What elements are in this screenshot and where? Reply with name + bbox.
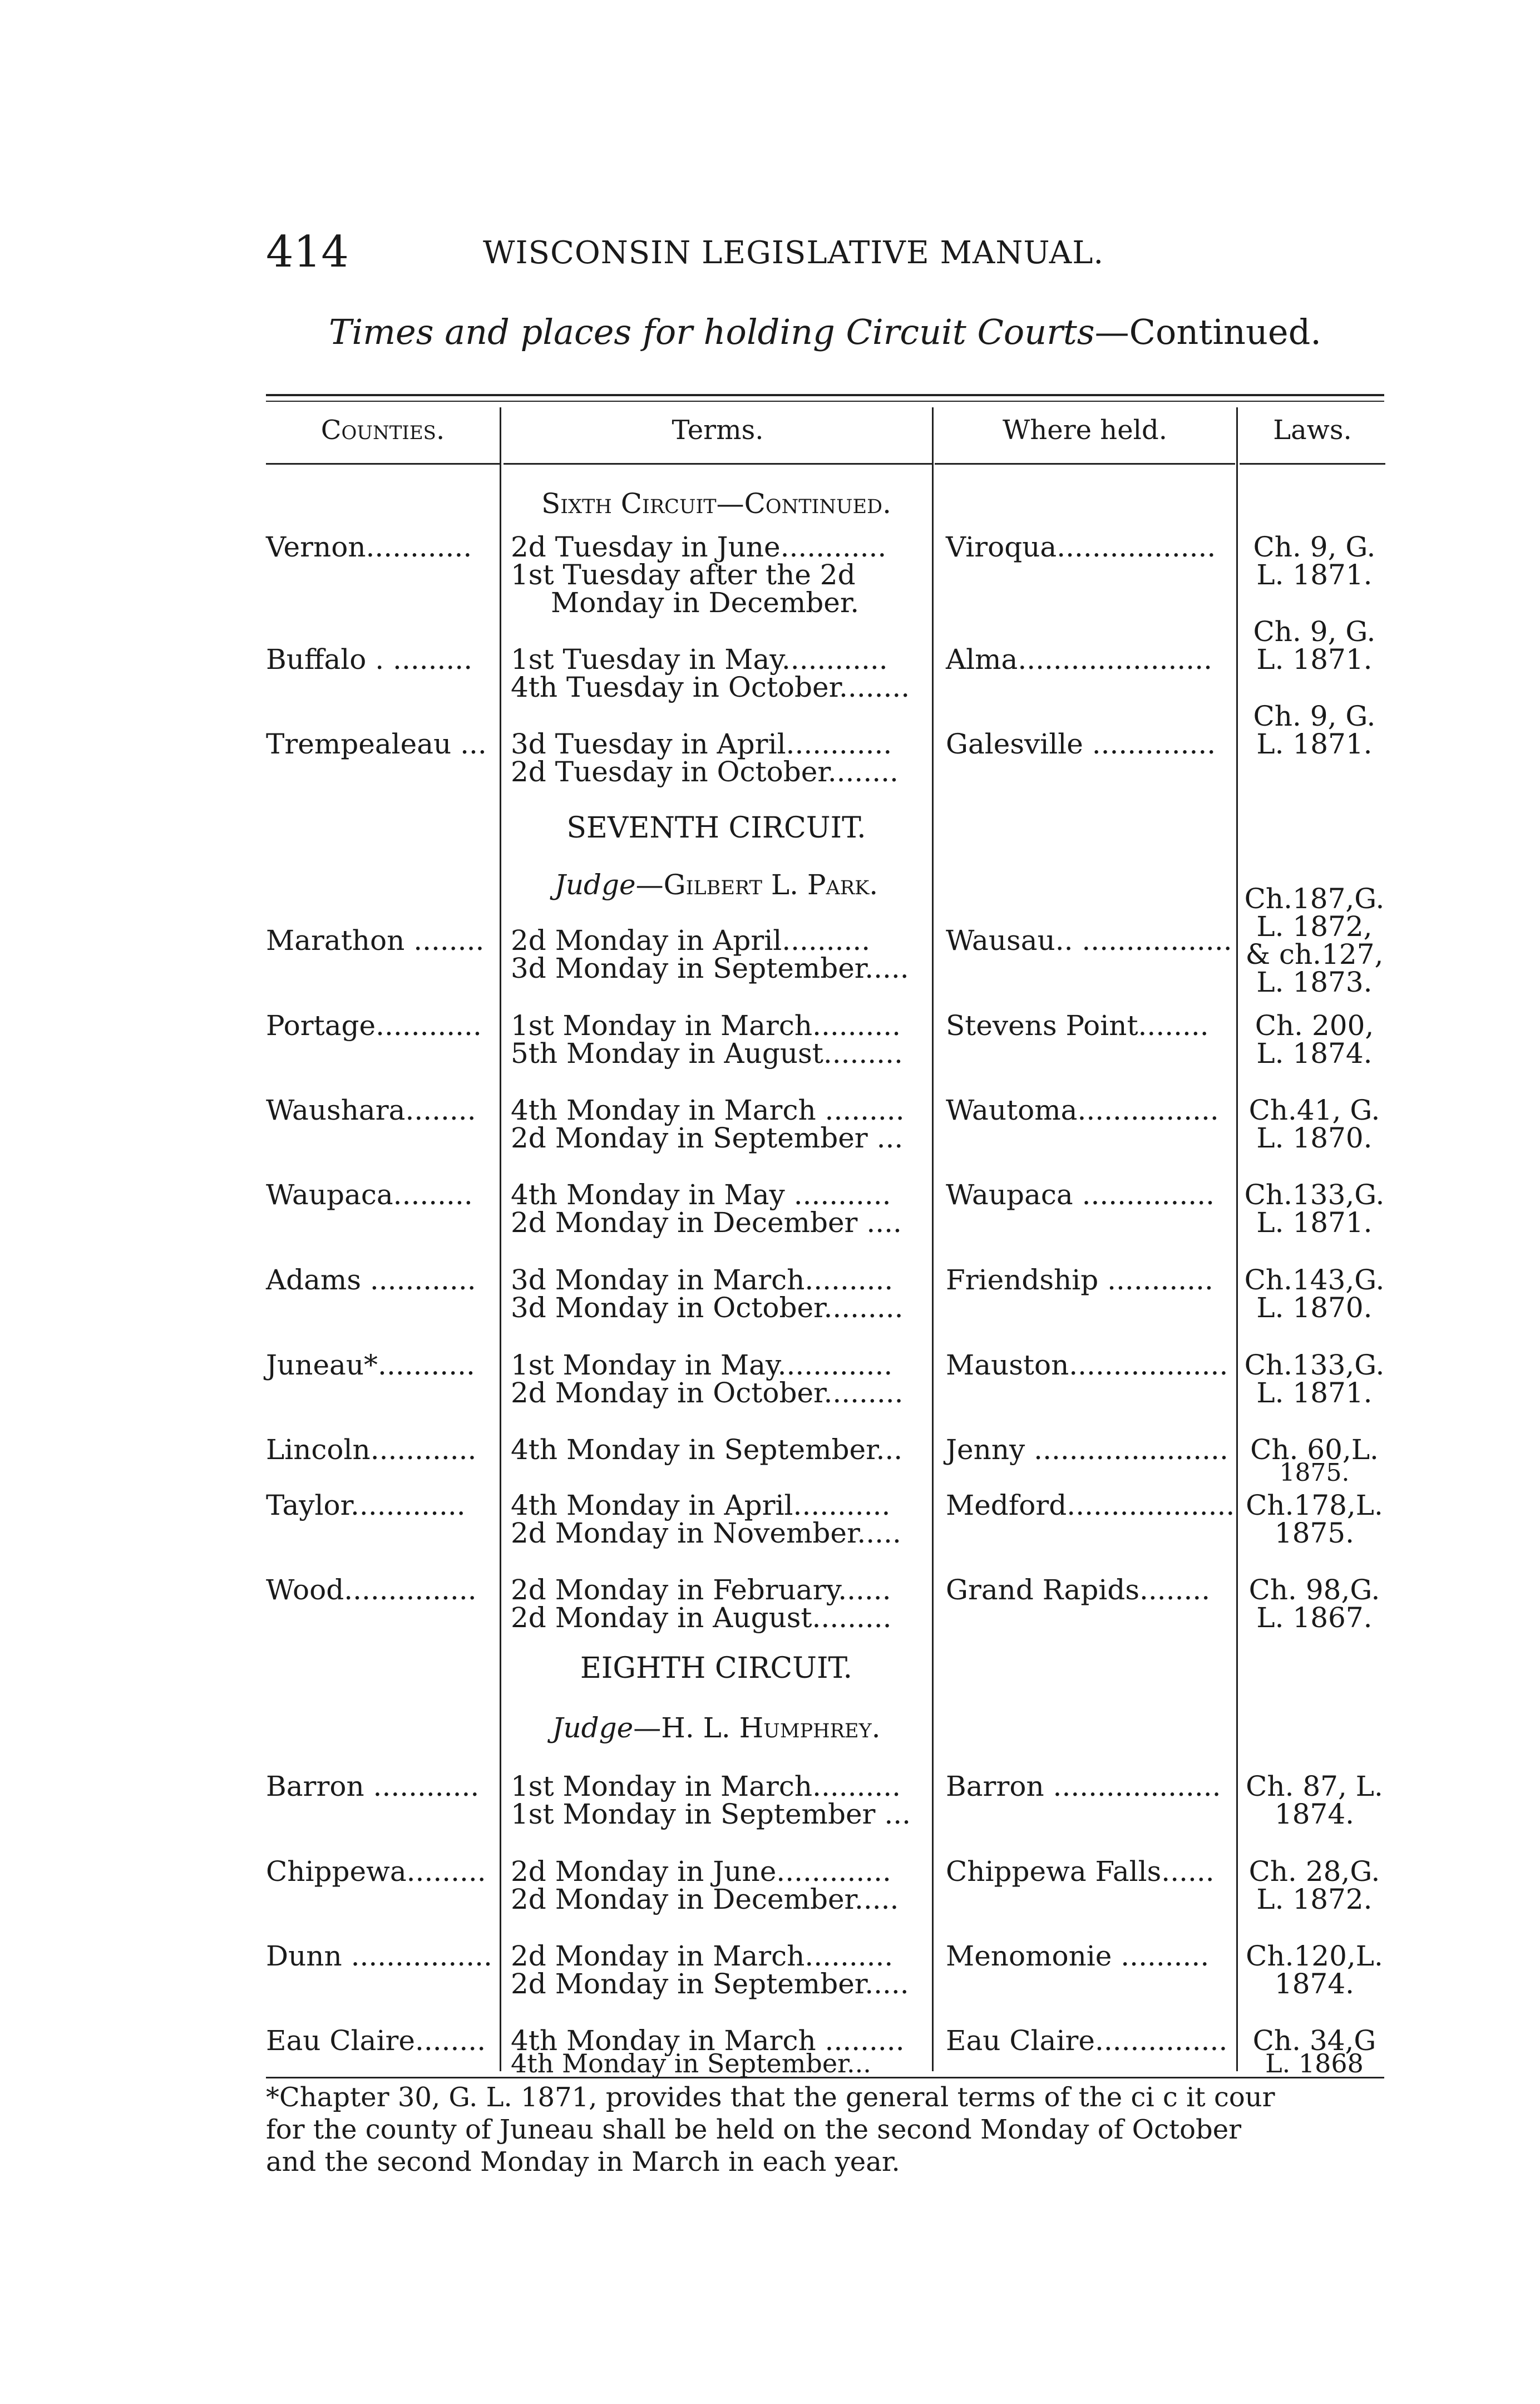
section-heading-seventh: SEVENTH CIRCUIT. — [566, 811, 866, 845]
county-name: Waupaca......... — [266, 1179, 473, 1211]
term-line: 3d Monday in September..... — [511, 952, 909, 984]
law-line: Ch. 87, L. — [1246, 1770, 1383, 1802]
law-line: Ch.187,G. — [1244, 883, 1385, 915]
term-line: 1st Monday in September ... — [511, 1798, 911, 1830]
place-name: Galesville .............. — [946, 728, 1216, 760]
column-divider — [932, 407, 934, 2071]
law-line: Ch.133,G. — [1244, 1179, 1385, 1211]
law-line: Ch. 60,L. — [1250, 1433, 1379, 1466]
law-line: 1875. — [1279, 1459, 1350, 1487]
place-name: Wautoma................ — [946, 1094, 1219, 1126]
county-name: Trempealeau ... — [266, 728, 487, 760]
term-line: 2d Tuesday in October........ — [511, 756, 899, 788]
term-line: Monday in December. — [551, 587, 860, 619]
place-name: Eau Claire............... — [946, 2024, 1228, 2057]
term-line: 1st Tuesday in May............ — [511, 643, 888, 676]
section-heading-eighth: EIGHTH CIRCUIT. — [580, 1652, 853, 1685]
law-line: L. 1871. — [1256, 728, 1373, 760]
term-line: 2d Tuesday in June............ — [511, 531, 887, 563]
law-line: L. 1871. — [1256, 1377, 1373, 1409]
judge-name: —H. L. Humphrey. — [633, 1712, 881, 1744]
footnote-line: and the second Monday in March in each year. — [266, 2146, 900, 2178]
term-line: 4th Tuesday in October........ — [511, 671, 910, 703]
header-terms: Terms. — [672, 415, 764, 446]
term-line: 2d Monday in September ... — [511, 1122, 904, 1154]
law-line: L. 1871. — [1256, 1206, 1373, 1239]
place-name: Menomonie .......... — [946, 1940, 1210, 1972]
header-laws: Laws. — [1273, 415, 1352, 446]
judge-name: —Gilbert L. Park. — [635, 869, 878, 901]
law-line: Ch.41, G. — [1248, 1094, 1380, 1126]
county-name: Barron ............ — [266, 1770, 480, 1802]
term-line: 4th Monday in September... — [511, 2048, 871, 2078]
place-name: Barron ................... — [946, 1770, 1221, 1802]
top-rule-thin — [266, 401, 1384, 402]
term-line: 3d Tuesday in April............ — [511, 728, 892, 760]
county-name: Eau Claire........ — [266, 2024, 486, 2057]
county-name: Taylor............. — [266, 1489, 466, 1521]
county-name: Juneau*........... — [266, 1349, 475, 1381]
county-name: Vernon............ — [266, 531, 472, 563]
header-rule — [935, 463, 1235, 465]
term-line: 4th Monday in March ......... — [511, 2024, 905, 2057]
place-name: Grand Rapids........ — [946, 1574, 1211, 1606]
caption-italic: Times and places for holding Circuit Courts — [329, 312, 1095, 352]
term-line: 3d Monday in March.......... — [511, 1264, 894, 1296]
column-divider — [1236, 407, 1238, 2071]
header-rule — [504, 463, 932, 465]
law-line: & ch.127, — [1245, 938, 1384, 971]
header-rule — [266, 463, 500, 465]
county-name: Marathon ........ — [266, 924, 485, 957]
place-name: Alma...................... — [946, 643, 1212, 676]
law-line: 1874. — [1274, 1798, 1355, 1830]
place-name: Viroqua.................. — [946, 531, 1216, 563]
county-name: Adams ............ — [266, 1264, 476, 1296]
term-line: 4th Monday in September... — [511, 1433, 903, 1466]
term-line: 4th Monday in May ........... — [511, 1179, 891, 1211]
term-line: 1st Monday in May............. — [511, 1349, 893, 1381]
county-name: Chippewa......... — [266, 1855, 486, 1888]
law-line: Ch.143,G. — [1244, 1264, 1385, 1296]
place-name: Medford................... — [946, 1489, 1235, 1521]
county-name: Portage............ — [266, 1009, 482, 1042]
law-line: Ch. 9, G. — [1253, 615, 1376, 648]
running-title: WISCONSIN LEGISLATIVE MANUAL. — [483, 235, 1104, 271]
law-line: L. 1872, — [1256, 910, 1373, 943]
law-line: Ch.133,G. — [1244, 1349, 1385, 1381]
law-line: 1875. — [1274, 1517, 1355, 1549]
law-line: Ch. 200, — [1255, 1009, 1374, 1042]
term-line: 2d Monday in December..... — [511, 1883, 899, 1915]
place-name: Wausau.. ................. — [946, 924, 1232, 957]
judge-line — [501, 871, 932, 899]
county-name: Lincoln............ — [266, 1433, 477, 1466]
caption-continued: —Continued. — [1094, 312, 1321, 352]
footnote-line: *Chapter 30, G. L. 1871, provides that the general terms of the ci c it cour — [266, 2082, 1275, 2113]
term-line: 4th Monday in April........... — [511, 1489, 891, 1521]
term-line: 2d Monday in November..... — [511, 1517, 901, 1549]
law-line: L. 1871. — [1256, 643, 1373, 676]
bottom-rule — [266, 2077, 1384, 2078]
law-line: L. 1871. — [1256, 559, 1373, 591]
term-line: 2d Monday in June............. — [511, 1855, 891, 1888]
law-line: Ch.120,L. — [1246, 1940, 1383, 1972]
page-number: 414 — [266, 227, 349, 277]
law-line: Ch.178,L. — [1246, 1489, 1383, 1521]
place-name: Chippewa Falls...... — [946, 1855, 1215, 1888]
table-caption — [266, 312, 1384, 352]
judge-label: Judge — [554, 869, 636, 901]
term-line: 2d Monday in December .... — [511, 1206, 902, 1239]
county-name: Wood............... — [266, 1574, 477, 1606]
law-line: Ch. 34,G — [1252, 2024, 1376, 2057]
law-line: L. 1868 — [1265, 2048, 1364, 2078]
law-line: L. 1867. — [1256, 1602, 1373, 1634]
term-line: 3d Monday in October......... — [511, 1292, 904, 1324]
footnote — [266, 2081, 1384, 2178]
page-header — [266, 223, 1173, 284]
place-name: Mauston.................. — [946, 1349, 1228, 1381]
top-rule — [266, 394, 1384, 396]
law-line: L. 1870. — [1256, 1122, 1373, 1154]
header-where-held: Where held. — [1003, 415, 1167, 446]
law-line: L. 1873. — [1256, 966, 1373, 998]
county-name: Dunn ................ — [266, 1940, 492, 1972]
law-line: L. 1874. — [1256, 1037, 1373, 1070]
law-line: L. 1870. — [1256, 1292, 1373, 1324]
term-line: 1st Monday in March.......... — [511, 1009, 901, 1042]
header-counties: Counties. — [320, 415, 445, 446]
law-line: Ch. 9, G. — [1253, 531, 1376, 563]
term-line: 2d Monday in April.......... — [511, 924, 871, 957]
section-heading-sixth: Sixth Circuit—Continued. — [541, 487, 891, 520]
term-line: 1st Monday in March.......... — [511, 1770, 901, 1802]
law-line: Ch. 98,G. — [1248, 1574, 1380, 1606]
county-name: Waushara........ — [266, 1094, 476, 1126]
law-line: Ch. 9, G. — [1253, 700, 1376, 732]
place-name: Friendship ............ — [946, 1264, 1213, 1296]
term-line: 2d Monday in September..... — [511, 1968, 909, 2000]
term-line: 2d Monday in February...... — [511, 1574, 891, 1606]
header-rule — [1240, 463, 1385, 465]
term-line: 4th Monday in March ......... — [511, 1094, 905, 1126]
place-name: Jenny ...................... — [946, 1433, 1228, 1466]
law-line: L. 1872. — [1256, 1883, 1373, 1915]
footnote-line: for the county of Juneau shall be held on the second Monday of October — [266, 2114, 1242, 2145]
term-line: 2d Monday in October......... — [511, 1377, 904, 1409]
term-line: 2d Monday in March.......... — [511, 1940, 894, 1972]
law-line: Ch. 28,G. — [1248, 1855, 1380, 1888]
law-line: 1874. — [1274, 1968, 1355, 2000]
judge-line — [501, 1714, 932, 1742]
term-line: 1st Tuesday after the 2d — [511, 559, 856, 591]
judge-label: Judge — [552, 1712, 634, 1744]
column-divider — [500, 407, 501, 2071]
term-line: 2d Monday in August......... — [511, 1602, 892, 1634]
term-line: 5th Monday in August......... — [511, 1037, 903, 1070]
place-name: Stevens Point........ — [946, 1009, 1209, 1042]
county-name: Buffalo . ......... — [266, 643, 473, 676]
place-name: Waupaca ............... — [946, 1179, 1215, 1211]
